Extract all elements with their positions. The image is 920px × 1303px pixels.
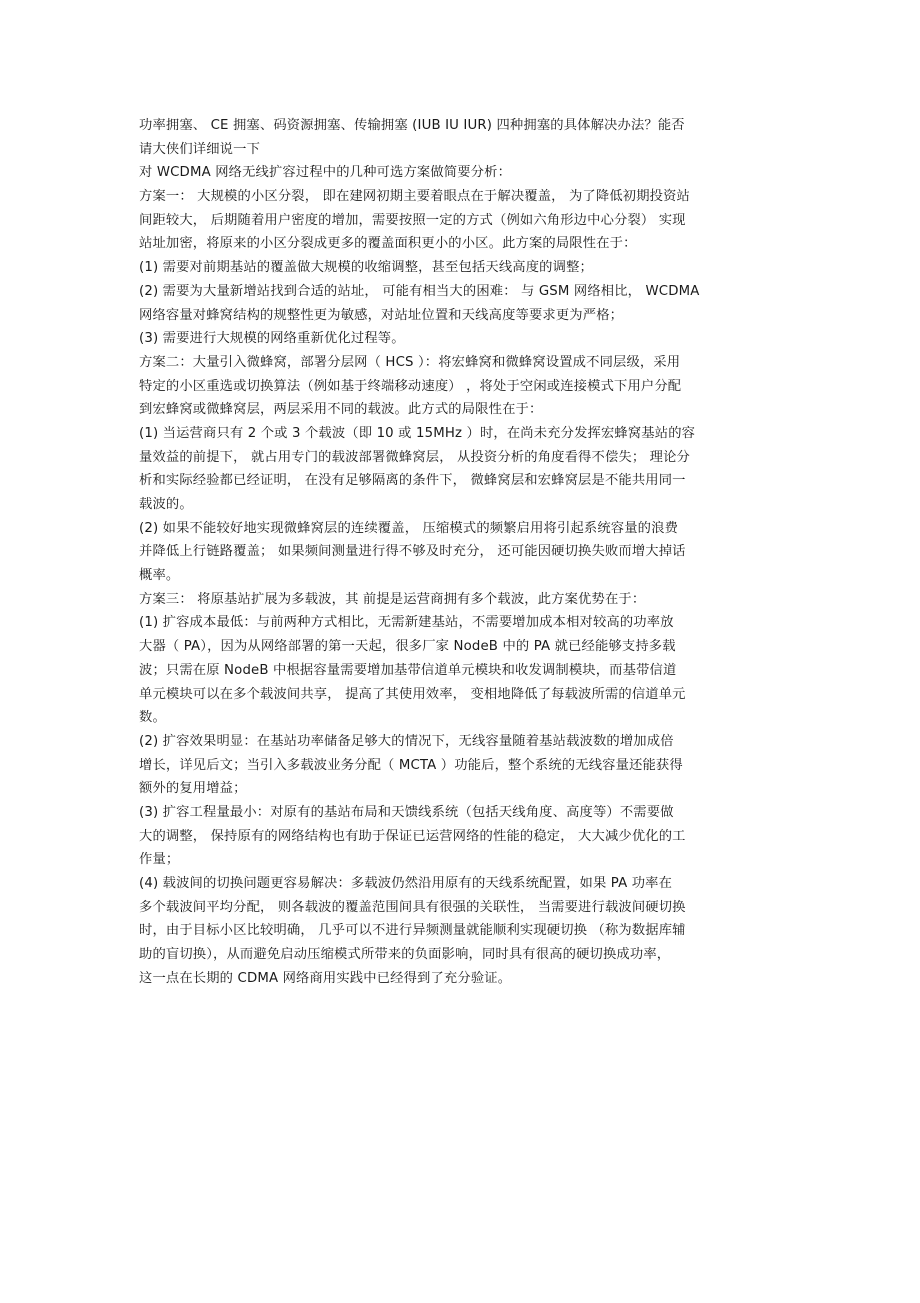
text-line: 概率。 xyxy=(139,568,180,584)
text-line: 网络容量对蜂窝结构的规整性更为敏感，对站址位置和天线高度等要求更为严格； xyxy=(139,307,624,323)
text-line: (2) 如果不能较好地实现微蜂窝层的连续覆盖， 压缩模式的频繁启用将引起系统容量的浪费 xyxy=(139,520,679,536)
text-line: 对 WCDMA 网络无线扩容过程中的几种可选方案做简要分析： xyxy=(139,165,512,181)
text-line: 量效益的前提下， 就占用专门的载波部署微蜂窝层， 从投资分析的角度看得不偿失； 理论分 xyxy=(139,449,691,465)
text-line: (1) 扩容成本最低：与前两种方式相比，无需新建基站，不需要增加成本相对较高的功率放 xyxy=(139,615,674,631)
text-line: (3) 扩容工程量最小：对原有的基站布局和天馈线系统（包括天线角度、高度等）不需要做 xyxy=(139,804,674,820)
text-line: 到宏蜂窝或微蜂窝层，两层采用不同的载波。此方式的局限性在于： xyxy=(139,402,543,418)
text-line: 波；只需在原 NodeB 中根据容量需要增加基带信道单元模块和收发调制模块，而基带信道 xyxy=(139,662,677,678)
text-line: 特定的小区重选或切换算法（例如基于终端移动速度） ，将处于空闲或连接模式下用户分配 xyxy=(139,378,682,394)
text-line: 多个载波间平均分配， 则各载波的覆盖范围间具有很强的关联性， 当需要进行载波间硬切换 xyxy=(139,899,686,915)
text-line: 大的调整， 保持原有的网络结构也有助于保证已运营网络的性能的稳定， 大大减少优化的工 xyxy=(139,828,686,844)
text-line: 增长，详见后文；当引入多载波业务分配（ MCTA ）功能后，整个系统的无线容量还能获得 xyxy=(139,757,683,773)
text-line: 方案一： 大规模的小区分裂， 即在建网初期主要着眼点在于解决覆盖， 为了降低初期投资站 xyxy=(139,189,691,205)
text-line: (2) 需要为大量新增站找到合适的站址， 可能有相当大的困难： 与 GSM 网络相比， WCDMA xyxy=(139,283,700,299)
text-line: 这一点在长期的 CDMA 网络商用实践中已经得到了充分验证。 xyxy=(139,970,512,986)
text-line: 作量； xyxy=(139,852,180,868)
text-line: 额外的复用增益； xyxy=(139,781,247,797)
text-line: 站址加密，将原来的小区分裂成更多的覆盖面积更小的小区。此方案的局限性在于： xyxy=(139,236,637,252)
text-line: 间距较大， 后期随着用户密度的增加，需要按照一定的方式（例如六角形边中心分裂） 实现 xyxy=(139,212,686,228)
text-line: 并降低上行链路覆盖； 如果频间测量进行得不够及时充分， 还可能因硬切换失败而增大掉话 xyxy=(139,544,686,560)
text-line: 数。 xyxy=(139,710,166,726)
text-line: (1) 需要对前期基站的覆盖做大规模的收缩调整，甚至包括天线高度的调整； xyxy=(139,260,593,276)
text-line: 析和实际经验都已经证明， 在没有足够隔离的条件下， 微蜂窝层和宏蜂窝层是不能共用同一 xyxy=(139,473,686,489)
text-line: 功率拥塞、 CE 拥塞、码资源拥塞、传输拥塞 (IUB IU IUR) 四种拥塞的具体解决办法？能否 xyxy=(139,118,685,133)
text-line: 请大侠们详细说一下 xyxy=(139,141,261,157)
text-line: 方案二：大量引入微蜂窝，部署分层网（ HCS ）：将宏蜂窝和微蜂窝设置成不同层级，采用 xyxy=(139,354,681,370)
text-line: (2) 扩容效果明显：在基站功率储备足够大的情况下，无线容量随着基站载波数的增加成倍 xyxy=(139,733,674,749)
text-line: 时，由于目标小区比较明确， 几乎可以不进行异频测量就能顺利实现硬切换 （称为数据库辅 xyxy=(139,923,686,939)
text-line: 方案三： 将原基站扩展为多载波，其 前提是运营商拥有多个载波，此方案优势在于： xyxy=(139,591,646,607)
document-text-body xyxy=(139,114,784,990)
text-line: 单元模块可以在多个载波间共享， 提高了其使用效率， 变相地降低了每载波所需的信道单元 xyxy=(139,686,686,702)
text-line: 载波的。 xyxy=(139,497,193,512)
text-line: 助的盲切换），从而避免启动压缩模式所带来的负面影响，同时具有很高的硬切换成功率， xyxy=(139,947,671,963)
text-line: (3) 需要进行大规模的网络重新优化过程等。 xyxy=(139,331,405,347)
text-line: (4) 载波间的切换问题更容易解决：多载波仍然沿用原有的天线系统配置，如果 PA 功率在 xyxy=(139,876,673,891)
text-line: 大器（ PA），因为从网络部署的第一天起，很多厂家 NodeB 中的 PA 就已经能够支持多载 xyxy=(139,639,676,655)
text-line: (1) 当运营商只有 2 个或 3 个载波（即 10 或 15MHz ）时，在尚未充分发挥宏蜂窝基站的容 xyxy=(139,425,696,441)
